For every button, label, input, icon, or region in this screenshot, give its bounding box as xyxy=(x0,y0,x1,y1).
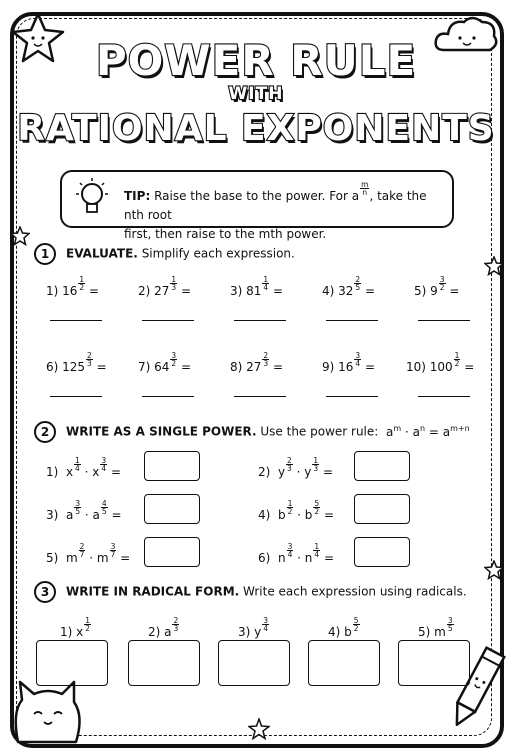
radical-item-4: 4) b $\frac{5}{2}$ xyxy=(328,616,359,639)
tip-label: TIP: xyxy=(124,189,151,203)
answer-box[interactable] xyxy=(128,640,200,686)
answer-line[interactable] xyxy=(326,320,378,321)
answer-line[interactable] xyxy=(50,396,102,397)
answer-line[interactable] xyxy=(142,396,194,397)
evaluate-item-4: 4) 32 $\frac{2}{5}$ = xyxy=(322,275,376,298)
answer-box[interactable] xyxy=(144,494,200,524)
section-instruction: Use the power rule: xyxy=(260,424,379,439)
section-heading: WRITE IN RADICAL FORM. xyxy=(66,584,240,599)
answer-line[interactable] xyxy=(142,320,194,321)
answer-box[interactable] xyxy=(398,640,470,686)
answer-line[interactable] xyxy=(234,320,286,321)
lightbulb-icon xyxy=(72,176,112,220)
radical-item-2: 2) a $\frac{2}{3}$ xyxy=(148,616,179,639)
radical-item-1: 1) x $\frac{1}{2}$ xyxy=(60,616,91,639)
section-2-header xyxy=(34,421,470,443)
answer-line[interactable] xyxy=(418,320,470,321)
answer-line[interactable] xyxy=(234,396,286,397)
answer-box[interactable] xyxy=(308,640,380,686)
answer-box[interactable] xyxy=(354,537,410,567)
evaluate-item-7: 7) 64 $\frac{3}{2}$ = xyxy=(138,351,192,374)
single-power-item-2: 2) y $\frac{2}{3}$ · y $\frac{1}{3}$ = xyxy=(258,456,334,479)
answer-box[interactable] xyxy=(218,640,290,686)
title-line-3: RATIONAL EXPONENTS xyxy=(17,108,495,149)
evaluate-item-6: 6) 125 $\frac{2}{3}$ = xyxy=(46,351,107,374)
answer-line[interactable] xyxy=(50,320,102,321)
single-power-item-3: 3) a $\frac{3}{5}$ · a $\frac{4}{5}$ = xyxy=(46,499,122,522)
small-star-icon xyxy=(484,560,504,580)
radical-item-3: 3) y $\frac{3}{4}$ xyxy=(238,616,269,639)
evaluate-item-10: 10) 100 $\frac{1}{2}$ = xyxy=(406,351,475,374)
section-heading: EVALUATE. xyxy=(66,246,138,261)
evaluate-item-8: 8) 27 $\frac{2}{3}$ = xyxy=(230,351,284,374)
evaluate-item-2: 2) 27 $\frac{1}{3}$ = xyxy=(138,275,192,298)
small-star-icon xyxy=(248,718,270,740)
tip-text-1: Raise the base to the power. For a xyxy=(154,189,360,203)
tip-text-3: first, then raise to the mth power. xyxy=(124,227,327,241)
section-instruction: Simplify each expression. xyxy=(141,246,295,261)
tip-exponent: $\frac{m}{n}$ xyxy=(361,180,369,197)
section-instruction: Write each expression using radicals. xyxy=(243,584,467,599)
section-number: 1 xyxy=(34,243,56,265)
answer-box[interactable] xyxy=(144,451,200,481)
single-power-item-6: 6) n $\frac{3}{4}$ · n $\frac{1}{4}$ = xyxy=(258,542,335,565)
section-1-header xyxy=(34,243,295,265)
single-power-item-1: 1) x $\frac{1}{4}$ · x $\frac{3}{4}$ = xyxy=(46,456,122,479)
section-number: 3 xyxy=(34,581,56,603)
answer-box[interactable] xyxy=(354,494,410,524)
answer-box[interactable] xyxy=(144,537,200,567)
single-power-item-5: 5) m $\frac{2}{7}$ · m $\frac{3}{7}$ = xyxy=(46,542,131,565)
section-heading: WRITE AS A SINGLE POWER. xyxy=(66,424,257,439)
small-star-icon xyxy=(484,256,504,276)
answer-box[interactable] xyxy=(36,640,108,686)
evaluate-item-1: 1) 16 $\frac{1}{2}$ = xyxy=(46,275,100,298)
section-3-header xyxy=(34,581,467,603)
answer-line[interactable] xyxy=(326,396,378,397)
answer-box[interactable] xyxy=(354,451,410,481)
evaluate-item-9: 9) 16 $\frac{3}{4}$ = xyxy=(322,351,376,374)
evaluate-item-3: 3) 81 $\frac{1}{4}$ = xyxy=(230,275,284,298)
small-star-icon xyxy=(10,226,30,246)
tip-text-2: , take the nth root xyxy=(124,189,427,222)
section-number: 2 xyxy=(34,421,56,443)
title-line-2: WITH xyxy=(228,84,284,104)
single-power-item-4: 4) b $\frac{1}{2}$ · b $\frac{5}{2}$ = xyxy=(258,499,335,522)
evaluate-item-5: 5) 9 $\frac{3}{2}$ = xyxy=(414,275,460,298)
radical-item-5: 5) m $\frac{3}{5}$ xyxy=(418,616,453,639)
title-line-1: POWER RULE xyxy=(95,36,417,85)
answer-line[interactable] xyxy=(418,396,470,397)
tip-text xyxy=(124,181,444,244)
power-rule-formula: $a^m \cdot a^n = a^{m+n}$ xyxy=(385,423,470,439)
